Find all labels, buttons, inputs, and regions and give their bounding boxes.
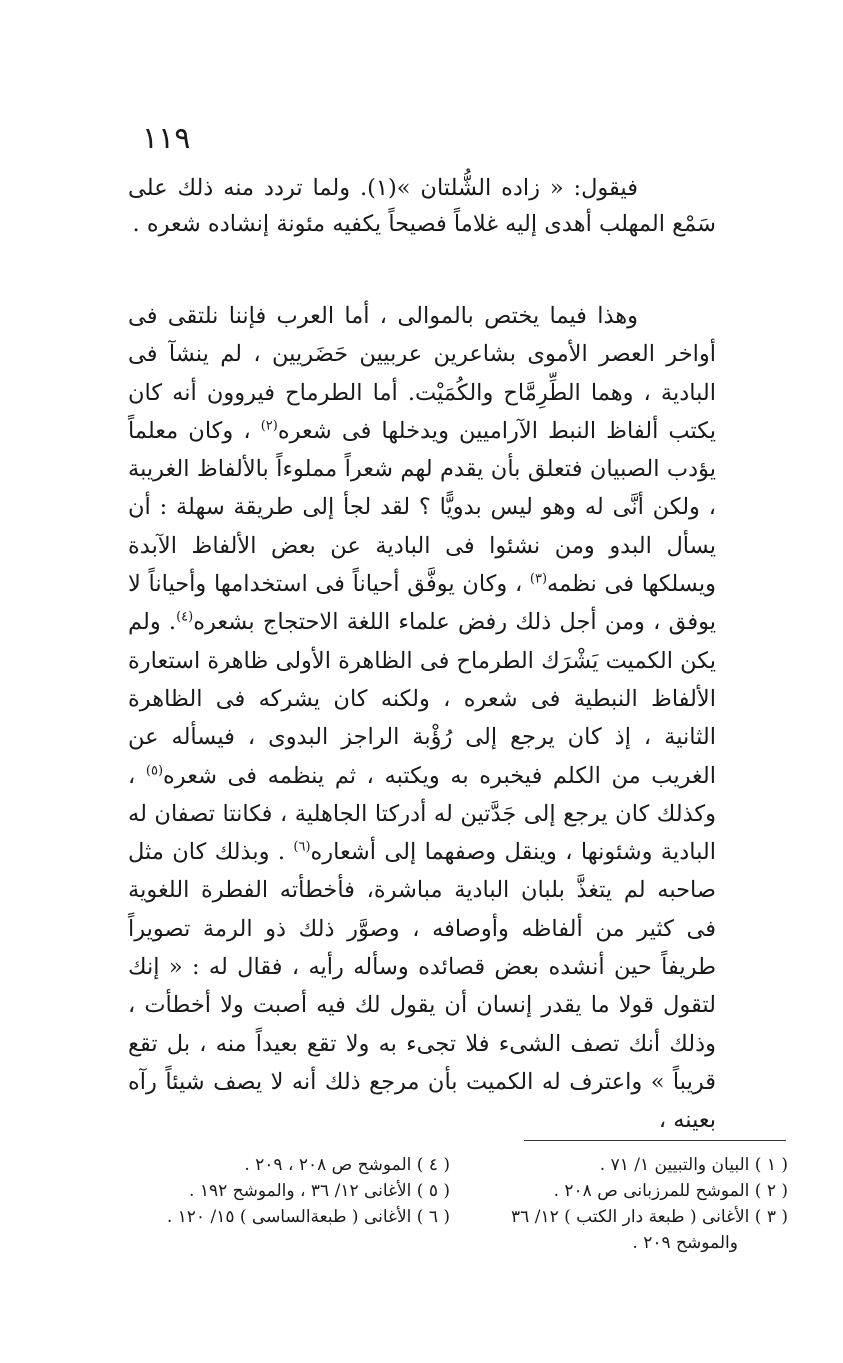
paragraph-2-part-5: ، وكذلك كان يرجع إلى جَدَّتين له أدركتا الجاهلية ، فكانتا تصفان له البادية وشئونها ، وينقل وصفهما إلى أشعاره [128,762,716,866]
paragraph-1: فيقول: « زاده الشُّلتان »(١). ولما تردد منه ذلك على سَمْع المهلب أهدى إليه غلاماً فصيحاً يكفيه مئونة إنشاده شعره . [128,175,716,237]
footnote-ref-2: (٢) [260,418,278,434]
footnote-divider [524,1140,786,1141]
footnote-3: ( ٣ ) الأغانى ( طبعة دار الكتب ) ١٢/ ٣٦ [511,1207,788,1227]
footnote-2: ( ٢ ) الموشح للمرزبانى ص ٢٠٨ . [553,1181,788,1201]
paragraph-2 [128,297,716,1140]
footnote-ref-5: (٥) [145,763,164,779]
footnotes-left-column [120,1152,450,1230]
paragraph-2-part-3: ، وكان يوفَّق أحياناً فى استخدامها وأحياناً لا يوفق ، ومن أجل ذلك رفض علماء اللغة الاحتجاج بشعره [128,571,717,636]
paragraph-2-part-1: وهذا فيما يختص بالموالى ، أما العرب فإننا نلتقى فى أواخر العصر الأموى بشاعرين عربيين حَضَريين ، لم ينشآ فى البادية ، وهما الطِّرِمَّاح والكُمَيْت. أما الطرماح فيروون أنه كان يكتب ألفاظ النبط الآراميين ويدخلها فى شعره [128,303,716,444]
paragraph-2-part-6: . وبذلك كان مثل صاحبه لم يتغذَّ بلبان البادية مباشرة، فأخطأته الفطرة اللغوية فى كثير من ألفاظه وأوصافه ، وصوَّر ذلك ذو الرمة تصويراً طريفاً حين أنشده بعض قصائده وسأله رأيه ، فقال له : « إنك لتقول قولا ما يقدر إنسان أن يقول لك فيه أصبت ولا أخطأت ، وذلك أنك تصف الشىء فلا تجىء به ولا تقع بعيداً منه ، بل تقع قريباً » واعترف له الكميت بأن مرجع ذلك أنه لا يصف شيئاً رآه بعينه ، [128,839,716,1134]
footnote-ref-4: (٤) [176,609,194,625]
footnote-6: ( ٦ ) الأغانى ( طبعةالساسى ) ١٥/ ١٢٠ . [166,1207,450,1227]
page-number: ١١٩ [142,121,191,156]
footnotes-right-column [470,1152,788,1256]
footnote-4: ( ٤ ) الموشح ص ٢٠٨ ، ٢٠٩ . [244,1155,450,1175]
paragraph-2-part-4: . ولم يكن الكميت يَشْرَك الطرماح فى الظاهرة الأولى ظاهرة استعارة الألفاظ النبطية فى شعره ، ولكنه كان يشركه فى الظاهرة الثانية ، إذ كان يرجع إلى رُؤْبة الراجز البدوى ، فيسأله عن الغريب من الكلم فيخبره به ويكتبه ، ثم ينظمه فى شعره [128,609,716,789]
footnote-ref-6: (٦) [293,839,311,855]
footnote-5: ( ٥ ) الأغانى ١٢/ ٣٦ ، والموشح ١٩٢ . [189,1181,450,1201]
footnote-ref-3: (٣) [529,571,548,587]
paragraph-2-part-2: ، وكان معلماً يؤدب الصبيان فتعلق بأن يقدم لهم شعراً مملوءاً بالألفاظ الغريبة ، ولكن أنَّى له وهو ليس بدويًّا ؟ لقد لجأ إلى طريقة سهلة : أن يسأل البدو ومن نشئوا فى البادية عن بعض الألفاظ الآبدة ويسلكها فى نظمه [128,417,716,598]
footnote-3-continuation: والموشح ٢٠٩ . [632,1233,738,1253]
footnote-1: ( ١ ) البيان والتبيين ١/ ٧١ . [599,1155,788,1175]
